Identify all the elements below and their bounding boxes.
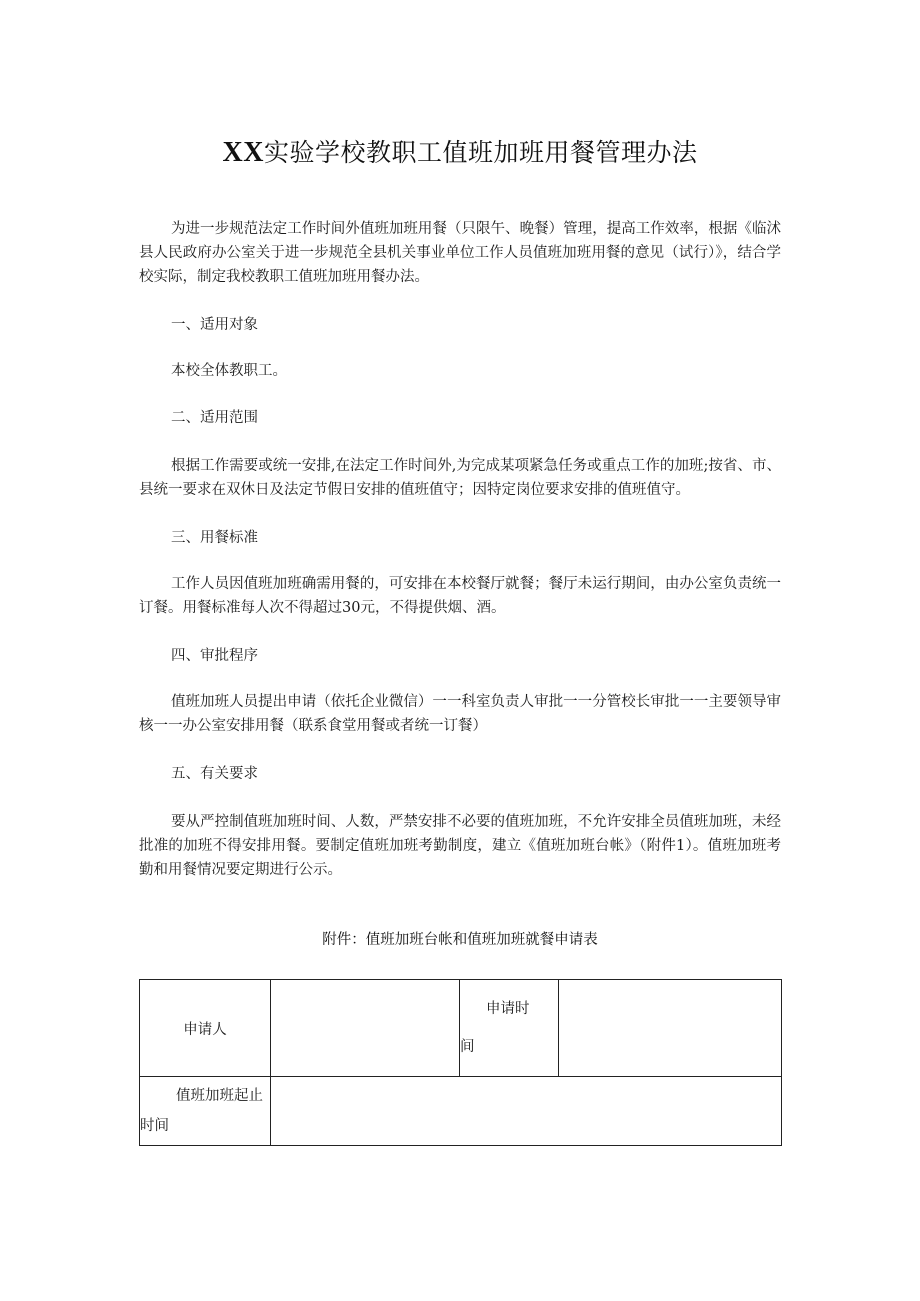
apply-time-label-line1: 申请时 <box>486 1001 530 1017</box>
section-body-3: 工作人员因值班加班确需用餐的，可安排在本校餐厅就餐；餐厅未运行期间，由办公室负责统一订餐。用餐标准每人次不得超过30元，不得提供烟、酒。 <box>139 576 781 616</box>
title-text: 实验学校教职工值班加班用餐管理办法 <box>263 138 698 167</box>
section-body-2: 根据工作需要或统一安排,在法定工作时间外,为完成某项紧急任务或重点工作的加班;按省、市、县统一要求在双休日及法定节假日安排的值班值守；因特定岗位要求安排的值班值守。 <box>139 458 781 498</box>
document-title <box>0 133 920 169</box>
section-heading-1: 一、适用对象 <box>171 317 258 333</box>
duty-period-label-line2: 时间 <box>140 1118 169 1134</box>
apply-time-label <box>460 980 559 1077</box>
apply-time-label-line2: 间 <box>460 1039 475 1055</box>
attachment-title: 附件：值班加班台帐和值班加班就餐申请表 <box>322 932 598 948</box>
form-row-applicant <box>140 980 782 1077</box>
duty-period-label-line1: 值班加班起止 <box>176 1088 263 1104</box>
applicant-field[interactable] <box>271 980 460 1077</box>
title-prefix: XX <box>222 137 264 168</box>
intro-paragraph: 为进一步规范法定工作时间外值班加班用餐（只限午、晚餐）管理，提高工作效率，根据《临沭县人民政府办公室关于进一步规范全县机关事业单位工作人员值班加班用餐的意见（试行）》，结合学校实际，制定我校教职工值班加班用餐办法。 <box>139 221 781 285</box>
section-heading-2: 二、适用范围 <box>171 410 258 426</box>
applicant-label: 申请人 <box>140 980 271 1077</box>
application-form-table <box>139 979 782 1146</box>
apply-time-field[interactable] <box>559 980 782 1077</box>
section-heading-4: 四、审批程序 <box>171 648 258 664</box>
section-body-1: 本校全体教职工。 <box>171 363 287 379</box>
form-row-duty-period <box>140 1077 782 1146</box>
section-body-5: 要从严控制值班加班时间、人数，严禁安排不必要的值班加班，不允许安排全员值班加班，未经批准的加班不得安排用餐。要制定值班加班考勤制度，建立《值班加班台帐》（附件1）。值班加班考勤和用餐情况要定期进行公示。 <box>139 814 781 878</box>
section-heading-3: 三、用餐标准 <box>171 530 258 546</box>
duty-period-field[interactable] <box>271 1077 782 1146</box>
section-heading-5: 五、有关要求 <box>171 766 258 782</box>
duty-period-label <box>140 1077 271 1146</box>
section-body-4: 值班加班人员提出申请（依托企业微信）一一科室负责人审批一一分管校长审批一一主要领导审核一一办公室安排用餐（联系食堂用餐或者统一订餐） <box>139 694 781 734</box>
